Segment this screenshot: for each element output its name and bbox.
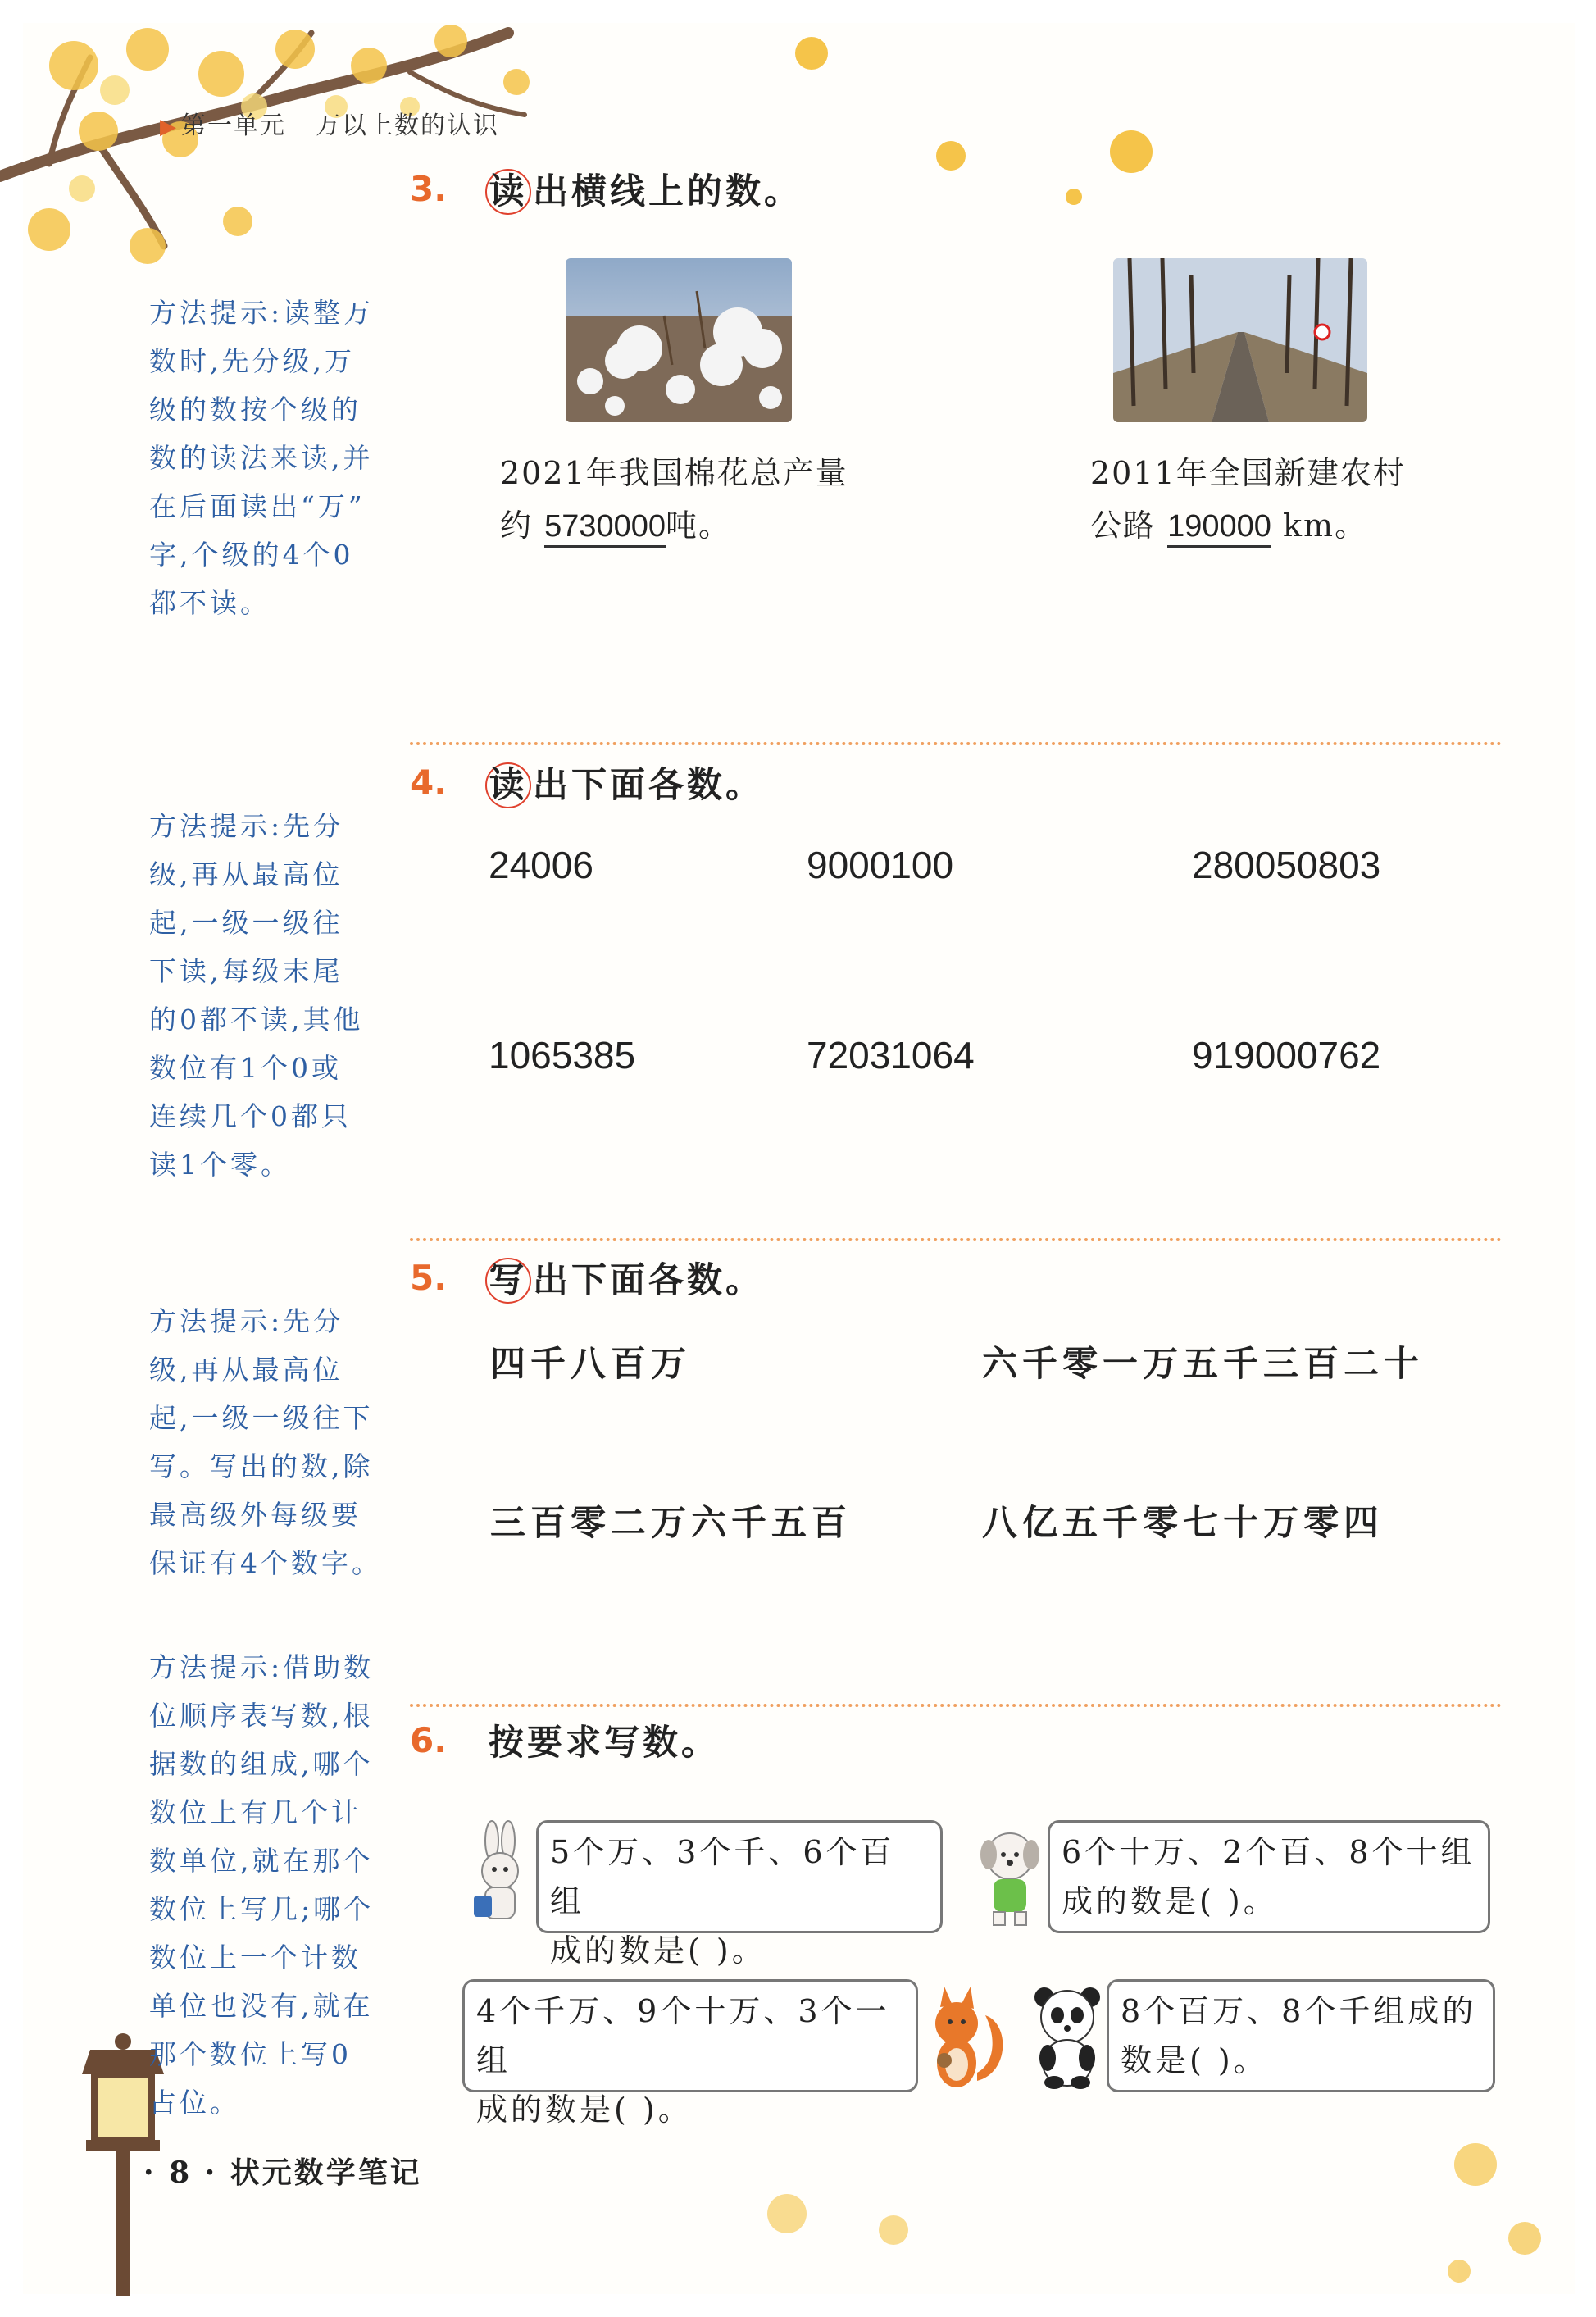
tip-q5: [149, 1297, 387, 1587]
cotton-caption: [500, 447, 848, 553]
number-to-read: 919000762: [1192, 1034, 1381, 1077]
book-title: 状元数学笔记: [230, 2155, 422, 2190]
underlined-number: 190000: [1167, 509, 1271, 548]
tip-line: 写。写出的数,除: [149, 1450, 374, 1482]
question-bubble: [1048, 1820, 1490, 1933]
number-to-read: 9000100: [807, 844, 954, 886]
page-footer: [143, 2150, 422, 2192]
number-to-write: 四千八百万: [490, 1344, 691, 1385]
tip-line: 数位上一个计数: [149, 1941, 361, 1973]
tip-line: 方法提示:先分: [149, 810, 344, 842]
falling-leaf-icon: [738, 2165, 951, 2279]
tip-line: 保证有4个数字。: [149, 1547, 382, 1579]
tip-line: 都不读。: [149, 587, 271, 619]
question-number: 5.: [410, 1258, 448, 1298]
question-title: [485, 164, 803, 215]
question-title: [485, 758, 764, 808]
circled-keyword: 读: [485, 169, 531, 215]
tip-line: 级,再从最高位: [149, 1354, 343, 1386]
question-title: [485, 1253, 764, 1304]
section-divider: [410, 742, 1502, 745]
caption-suffix: 吨。: [666, 508, 732, 544]
tip-line: 连续几个0都只: [149, 1100, 352, 1132]
rabbit-icon: [467, 1820, 533, 1927]
question-number: 6.: [410, 1720, 448, 1760]
tip-line: 那个数位上写0: [149, 2038, 352, 2070]
number-to-read: 72031064: [807, 1034, 975, 1077]
tip-line: 数位上有几个计: [149, 1796, 361, 1828]
title-text: 出下面各数。: [533, 765, 764, 806]
triangle-icon: ▶: [160, 115, 178, 139]
caption-line: [1090, 499, 1406, 553]
page-number: · 8 ·: [143, 2155, 218, 2190]
question-bubble: [1107, 1979, 1495, 2092]
falling-leaf-icon: [926, 123, 1164, 213]
question-bubble: [462, 1979, 918, 2128]
tip-line: 数位上写几;哪个: [149, 1893, 375, 1925]
tip-line: 起,一级一级往: [149, 907, 343, 939]
squirrel-icon: [920, 1982, 1010, 2097]
tip-q6: [149, 1643, 387, 2127]
tip-line: 位顺序表写数,根: [149, 1700, 374, 1732]
number-to-read: 1065385: [489, 1034, 636, 1077]
number-to-read: 24006: [489, 844, 593, 886]
unit-label: 第一单元: [181, 112, 286, 140]
bubble-line: 成的数是( )。: [1062, 1883, 1278, 1919]
tip-q4: [149, 802, 387, 1189]
leaf-cluster-icon: [25, 16, 598, 287]
circled-keyword: 读: [485, 762, 531, 808]
puppy-icon: [972, 1822, 1048, 1928]
road-caption: [1090, 447, 1406, 553]
caption-line: [500, 499, 848, 553]
road-photo: [1113, 258, 1367, 422]
bubble-line: 5个万、3个千、6个百组: [550, 1834, 895, 1919]
question-bubble: [536, 1820, 943, 1969]
tip-line: 下读,每级末尾: [149, 955, 343, 987]
bubble-line: 数是( )。: [1121, 2042, 1268, 2078]
unit-topic: 万以上数的认识: [316, 112, 499, 140]
tip-line: 起,一级一级往下: [149, 1402, 374, 1434]
caption-line: 2021年我国棉花总产量: [500, 455, 848, 491]
tip-line: 最高级外每级要: [149, 1499, 361, 1531]
section-divider: [410, 1704, 1502, 1707]
question-number: 4.: [410, 762, 448, 803]
caption-prefix: 约: [500, 508, 534, 544]
bubble-line: 8个百万、8个千组成的: [1121, 1993, 1477, 2029]
tip-line: 数单位,就在那个: [149, 1845, 374, 1877]
cotton-photo: [566, 258, 792, 422]
section-divider: [410, 1238, 1502, 1241]
tip-line: 的0都不读,其他: [149, 1004, 364, 1036]
question-number: 3.: [410, 169, 448, 209]
caption-suffix: km。: [1283, 508, 1368, 544]
tip-line: 方法提示:读整万: [149, 297, 375, 329]
number-to-write: 八亿五千零七十万零四: [982, 1503, 1384, 1544]
number-to-write: 三百零二万六千五百: [490, 1503, 852, 1544]
unit-header: [160, 105, 499, 141]
tip-line: 数的读法来读,并: [149, 442, 374, 474]
tip-line: 单位也没有,就在: [149, 1990, 374, 2022]
bubble-line: 成的数是( )。: [476, 2092, 693, 2128]
tip-line: 级的数按个级的: [149, 394, 361, 426]
tip-line: 占位。: [149, 2087, 240, 2119]
bubble-line: 6个十万、2个百、8个十组: [1062, 1834, 1476, 1870]
caption-line: 2011年全国新建农村: [1090, 455, 1406, 491]
tip-line: 方法提示:借助数: [149, 1651, 375, 1683]
bubble-line: 成的数是( )。: [550, 1932, 766, 1969]
tip-line: 据数的组成,哪个: [149, 1748, 374, 1780]
bubble-line: 4个千万、9个十万、3个一组: [476, 1993, 890, 2078]
number-to-read: 280050803: [1192, 844, 1381, 886]
circled-keyword: 写: [485, 1258, 531, 1304]
falling-leaf-icon: [779, 25, 844, 82]
tip-line: 在后面读出“万”: [149, 490, 366, 522]
title-text: 出下面各数。: [533, 1260, 764, 1301]
tip-line: 字,个级的4个0: [149, 539, 354, 571]
tip-line: 读1个零。: [149, 1149, 291, 1181]
tip-line: 方法提示:先分: [149, 1305, 344, 1337]
tip-line: 数时,先分级,万: [149, 345, 355, 377]
falling-leaf-icon: [1426, 2115, 1557, 2296]
number-to-write: 六千零一万五千三百二十: [982, 1344, 1424, 1385]
caption-prefix: 公路: [1090, 508, 1157, 544]
title-text: 出横线上的数。: [533, 171, 803, 212]
question-title: 按要求写数。: [489, 1723, 720, 1764]
tip-q3: [149, 289, 387, 627]
underlined-number: 5730000: [544, 509, 666, 548]
tip-line: 数位有1个0或: [149, 1052, 342, 1084]
panda-icon: [1028, 1982, 1107, 2089]
tip-line: 级,再从最高位: [149, 858, 343, 890]
